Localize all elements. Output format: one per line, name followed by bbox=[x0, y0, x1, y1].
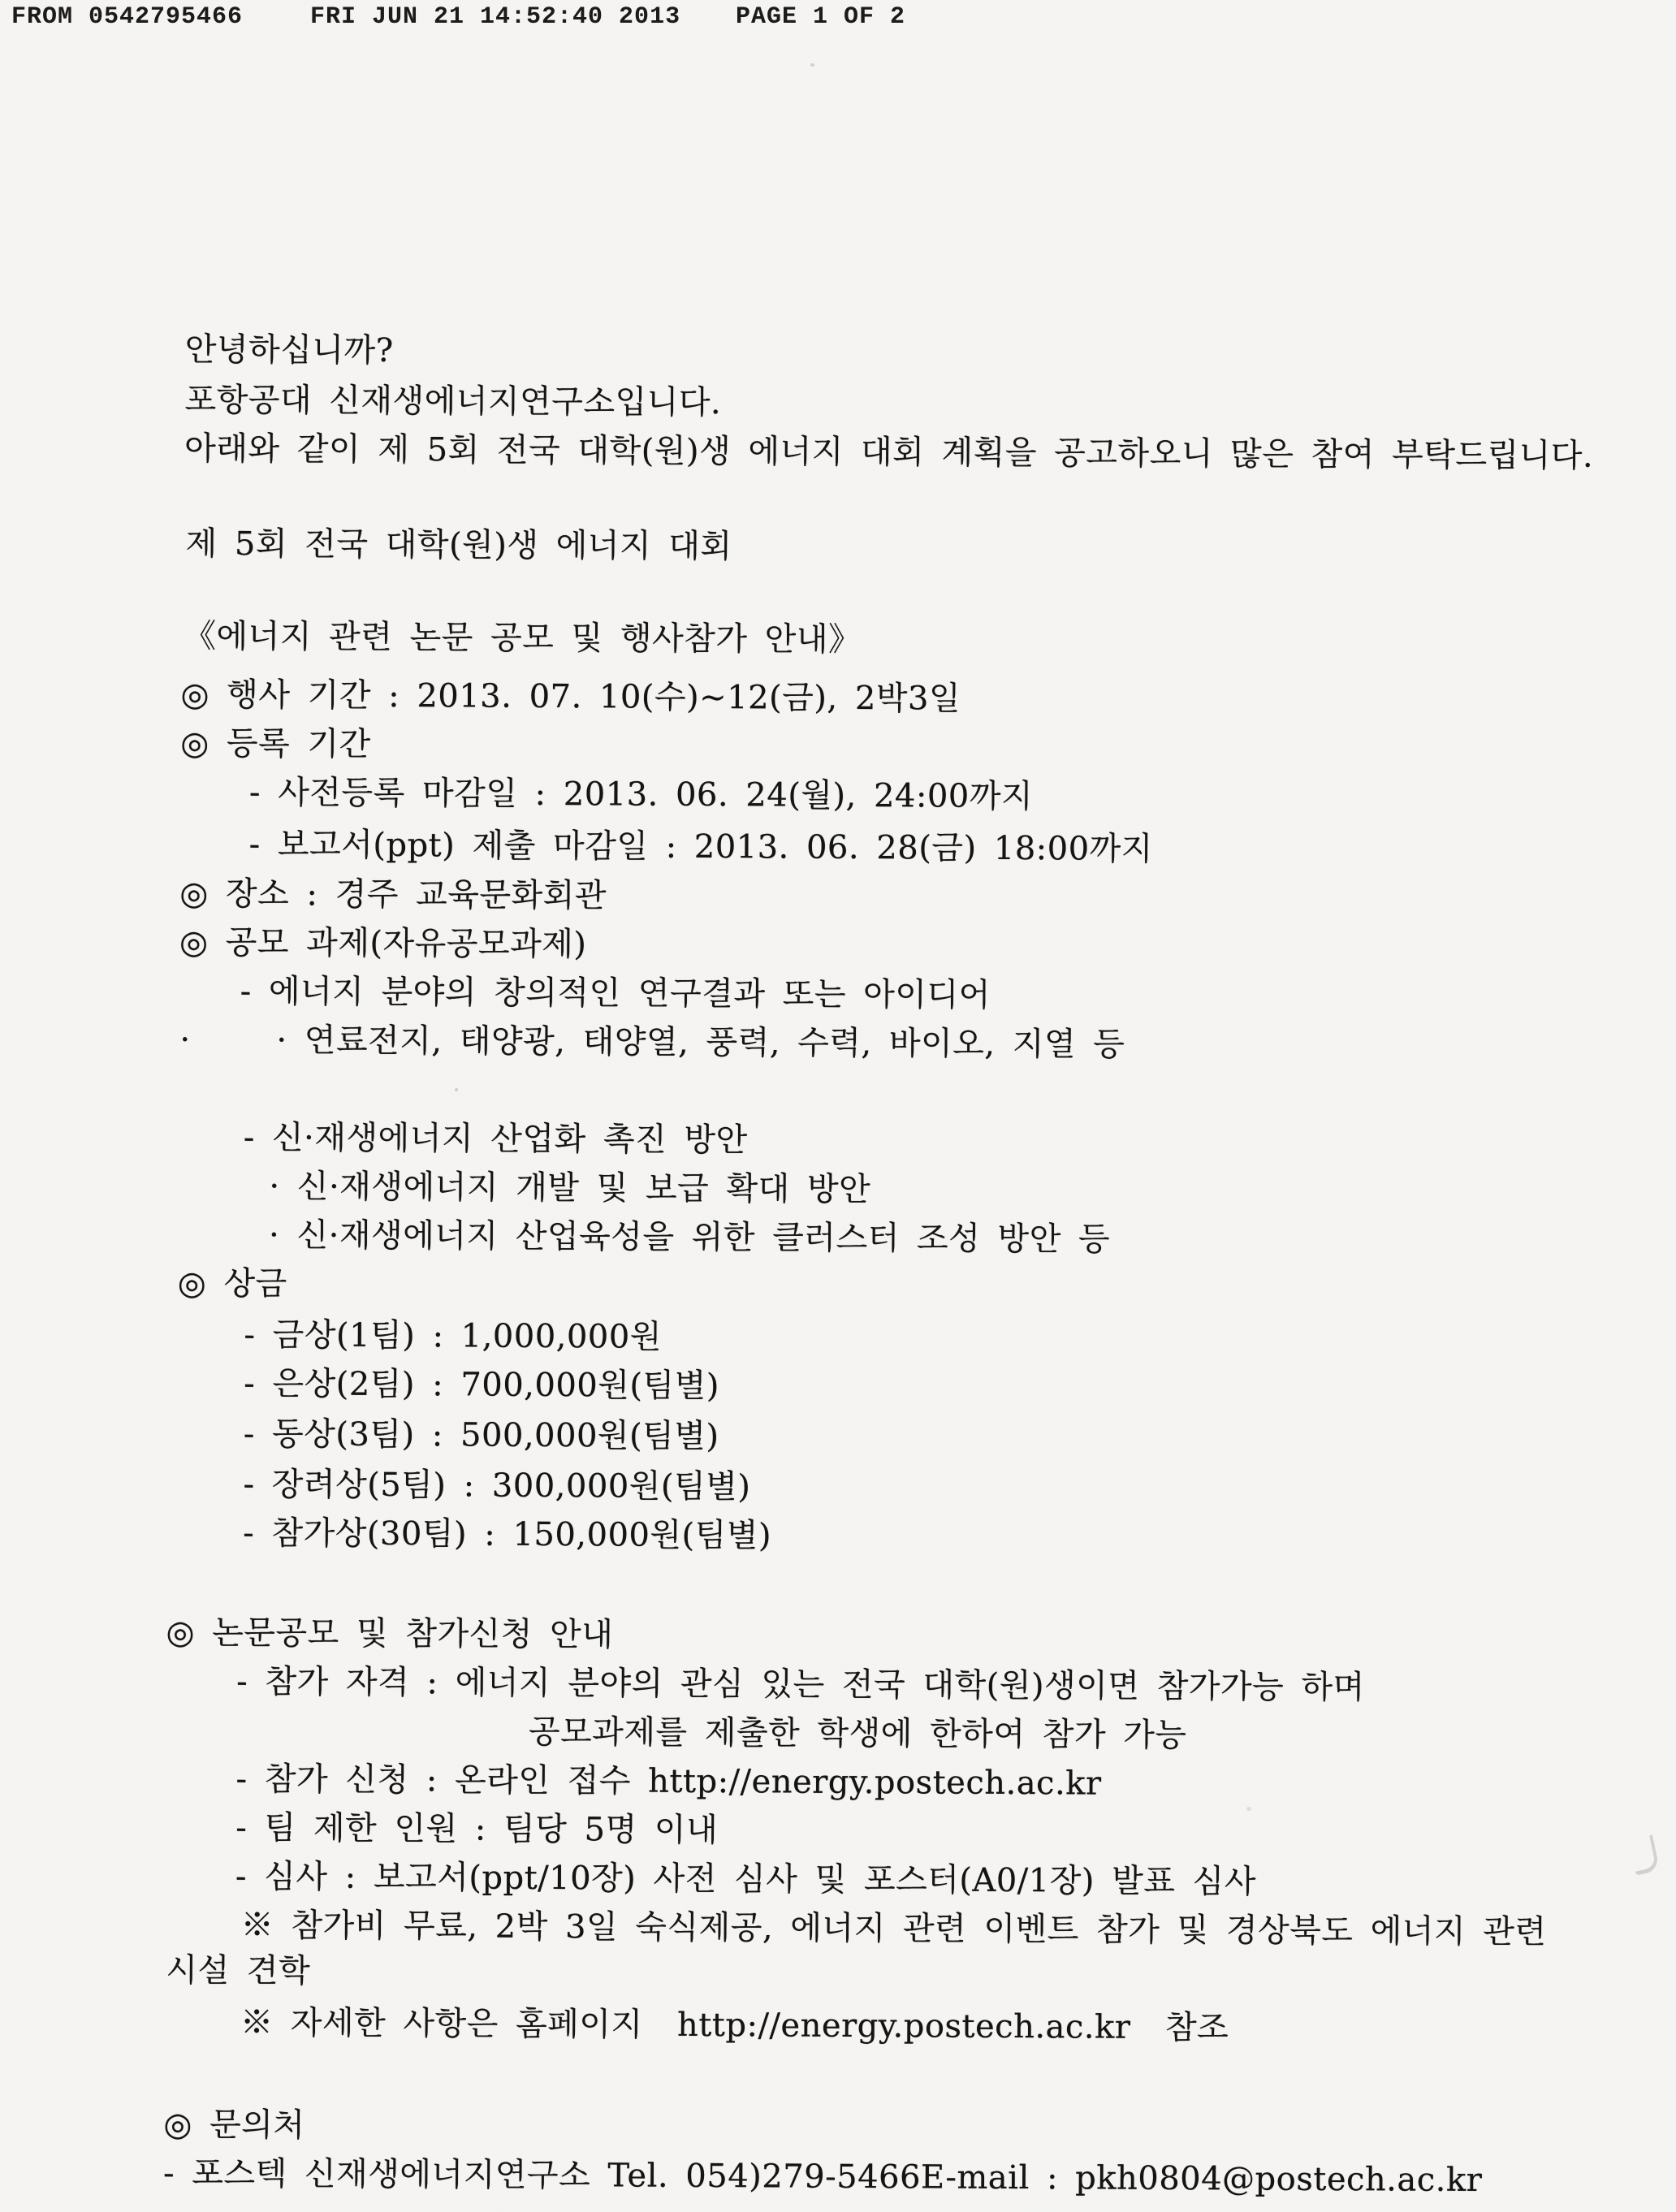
topic-free-research-line: - 에너지 분야의 창의적인 연구결과 또는 아이디어 bbox=[240, 972, 991, 1014]
prizes-heading-line: ◎ 상금 bbox=[177, 1264, 287, 1303]
note-website-line: ※ 자세한 사항은 홈페이지 http://energy.postech.ac.kr 참조 bbox=[240, 2004, 1229, 2047]
scan-speck bbox=[455, 1088, 458, 1091]
contest-topics-heading-line: ◎ 공모 과제(자유공모과제) bbox=[179, 923, 587, 964]
note-free-participation-continuation: 시설 견학 bbox=[166, 1951, 311, 1990]
prize-encouragement-line: - 장려상(5팀) : 300,000원(팀별) bbox=[243, 1466, 751, 1506]
scan-speck bbox=[810, 63, 814, 67]
registration-period-heading-line: ◎ 등록 기간 bbox=[180, 724, 371, 763]
fax-page-count: PAGE 1 OF 2 bbox=[736, 3, 906, 31]
report-deadline-line: - 보고서(ppt) 제출 마감일 : 2013. 06. 28(금) 18:00까지 bbox=[248, 826, 1154, 868]
notice-heading-line: 《에너지 관련 논문 공모 및 행사참가 안내》 bbox=[183, 617, 862, 659]
prize-bronze-line: - 동상(3팀) : 500,000원(팀별) bbox=[243, 1415, 719, 1456]
event-period-line: ◎ 행사 기간 : 2013. 07. 10(수)~12(금), 2박3일 bbox=[180, 676, 961, 718]
contact-info-line: - 포스텍 신재생에너지연구소 Tel. 054)279-5466E-mail : pkh0804@postech.ac.kr bbox=[162, 2154, 1483, 2200]
eligibility-line: - 참가 자격 : 에너지 분야의 관심 있는 전국 대학(원)생이면 참가가능 하며 bbox=[236, 1662, 1365, 1707]
eligibility-continuation-line: 공모과제를 제출한 학생에 한하여 참가 가능 bbox=[528, 1713, 1187, 1755]
stray-margin-dot: · bbox=[179, 1021, 191, 1059]
topic-cluster-line: · 신·재생에너지 산업육성을 위한 클러스터 조성 방안 등 bbox=[269, 1216, 1111, 1259]
venue-line: ◎ 장소 : 경주 교육문화회관 bbox=[179, 875, 607, 915]
fax-sender-number: FROM 0542795466 bbox=[11, 3, 244, 31]
prize-participation-line: - 참가상(30팀) : 150,000원(팀별) bbox=[243, 1514, 772, 1555]
judging-line: - 심사 : 보고서(ppt/10장) 사전 심사 및 포스터(A0/1장) 발표 심사 bbox=[235, 1857, 1257, 1901]
contact-heading-line: ◎ 문의처 bbox=[163, 2106, 305, 2145]
event-title-line: 제 5회 전국 대학(원)생 에너지 대회 bbox=[185, 525, 732, 566]
preregistration-deadline-line: - 사전등록 마감일 : 2013. 06. 24(월), 24:00까지 bbox=[248, 774, 1034, 816]
topic-examples-line: · 연료전지, 태양광, 태양열, 풍력, 수력, 바이오, 지열 등 bbox=[276, 1022, 1125, 1064]
greeting-line: 안녕하십니까? bbox=[184, 331, 394, 369]
prize-silver-line: - 은상(2팀) : 700,000원(팀별) bbox=[244, 1365, 720, 1406]
intro-line: 아래와 같이 제 5회 전국 대학(원)생 에너지 대회 계획을 공고하오니 많은 참여 부탁드립니다. bbox=[184, 430, 1594, 475]
prize-gold-line: - 금상(1팀) : 1,000,000원 bbox=[244, 1316, 663, 1356]
application-method-line: - 참가 신청 : 온라인 접수 http://energy.postech.ac.kr bbox=[235, 1760, 1102, 1803]
sender-line: 포항공대 신재생에너지연구소입니다. bbox=[184, 381, 722, 422]
note-free-participation-line: ※ 참가비 무료, 2박 3일 숙식제공, 에너지 관련 이벤트 참가 및 경상북도 에너지 관련 bbox=[240, 1907, 1547, 1951]
scan-speck bbox=[1246, 1807, 1251, 1811]
team-size-line: - 팀 제한 인원 : 팀당 5명 이내 bbox=[235, 1808, 719, 1850]
fax-datetime: FRI JUN 21 14:52:40 2013 bbox=[310, 3, 681, 31]
application-heading-line: ◎ 논문공모 및 참가신청 안내 bbox=[166, 1614, 614, 1654]
topic-deployment-line: · 신·재생에너지 개발 및 보급 확대 방안 bbox=[269, 1168, 871, 1209]
topic-industrialization-line: - 신·재생에너지 산업화 촉진 방안 bbox=[243, 1119, 748, 1160]
